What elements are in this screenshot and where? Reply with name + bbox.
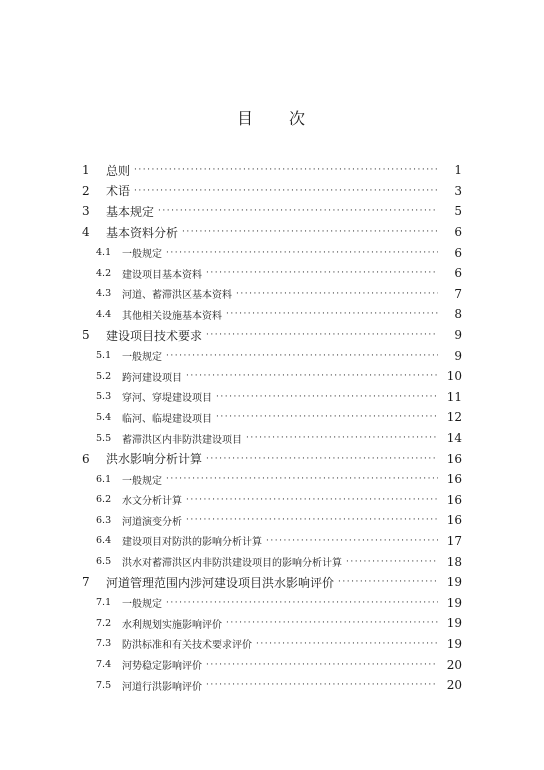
toc-entry-title: 建设项目基本资料 [122,269,202,281]
toc-entry-title: 一般规定 [122,249,162,261]
toc-section-entry[interactable] [78,366,462,387]
toc-dot-leader [206,660,438,670]
toc-dot-leader [256,639,438,649]
toc-entry-number: 7.1 [96,597,112,609]
title-char-1: 目 [236,109,255,128]
toc-entry-number: 2 [82,183,90,198]
toc-section-entry[interactable] [78,387,462,408]
toc-entry-page-number: 8 [454,307,462,322]
toc-section-entry[interactable] [78,263,462,284]
toc-entry-number: 4.4 [96,308,112,320]
toc-chapter-entry[interactable] [78,448,462,469]
toc-dot-leader [206,330,438,340]
toc-entry-number: 6 [82,451,90,466]
toc-dot-leader [166,351,438,361]
toc-entry-page-number: 3 [454,183,462,198]
toc-dot-leader [134,165,438,175]
toc-entry-number: 7.5 [96,679,112,691]
toc-entry-title: 防洪标准和有关技术要求评价 [122,640,252,652]
toc-section-entry[interactable] [78,407,462,428]
toc-entry-number: 6.4 [96,535,112,547]
toc-section-entry[interactable] [78,634,462,655]
toc-dot-leader [134,186,438,196]
toc-dot-leader [182,227,438,237]
toc-dot-leader [346,557,438,567]
toc-entry-title: 跨河建设项目 [122,372,182,384]
toc-entry-number: 6.1 [96,473,112,485]
toc-entry-number: 4 [82,225,90,240]
table-of-contents [78,160,462,695]
toc-entry-page-number: 19 [446,636,462,651]
toc-entry-number: 5.1 [96,350,112,362]
toc-entry-title: 基本规定 [106,204,155,219]
page-title [0,106,544,129]
toc-section-entry[interactable] [78,345,462,366]
toc-entry-page-number: 18 [446,554,462,569]
toc-entry-title: 建设项目技术要求 [106,328,203,343]
toc-entry-number: 7.3 [96,638,112,650]
toc-entry-number: 5.5 [96,432,112,444]
toc-dot-leader [216,412,438,422]
toc-entry-number: 7.2 [96,617,112,629]
toc-entry-title: 基本资料分析 [106,225,179,240]
toc-dot-leader [338,577,438,587]
toc-entry-title: 一般规定 [122,475,162,487]
toc-entry-number: 5.4 [96,411,112,423]
toc-entry-page-number: 6 [454,225,462,240]
toc-entry-page-number: 16 [446,513,462,528]
toc-entry-page-number: 14 [446,431,462,446]
toc-entry-title: 术语 [106,184,131,199]
toc-entry-number: 3 [82,204,90,219]
toc-section-entry[interactable] [78,531,462,552]
toc-chapter-entry[interactable] [78,325,462,346]
toc-dot-leader [226,618,438,628]
toc-entry-title: 蓄滞洪区内非防洪建设项目 [122,434,242,446]
toc-entry-page-number: 16 [446,451,462,466]
toc-section-entry[interactable] [78,613,462,634]
toc-entry-number: 4.1 [96,247,112,259]
toc-entry-page-number: 19 [446,595,462,610]
toc-section-entry[interactable] [78,551,462,572]
toc-entry-number: 5 [82,328,90,343]
toc-entry-number: 7.4 [96,659,112,671]
toc-dot-leader [158,206,438,216]
toc-entry-title: 建设项目对防洪的影响分析计算 [122,537,262,549]
toc-entry-page-number: 20 [446,657,462,672]
toc-entry-title: 河道演变分析 [122,516,182,528]
toc-entry-page-number: 20 [446,678,462,693]
toc-section-entry[interactable] [78,510,462,531]
toc-entry-number: 7 [82,575,90,590]
toc-entry-title: 水利规划实施影响评价 [122,619,222,631]
toc-entry-page-number: 9 [454,328,462,343]
toc-entry-page-number: 1 [454,163,462,178]
toc-entry-title: 河道、蓄滞洪区基本资料 [122,290,232,302]
toc-dot-leader [186,371,438,381]
toc-chapter-entry[interactable] [78,572,462,593]
toc-entry-title: 穿河、穿堤建设项目 [122,393,212,405]
toc-dot-leader [186,515,438,525]
toc-dot-leader [206,454,438,464]
toc-entry-page-number: 9 [454,348,462,363]
toc-entry-number: 1 [82,163,90,178]
toc-section-entry[interactable] [78,654,462,675]
toc-entry-page-number: 10 [446,369,462,384]
toc-entry-title: 河道管理范围内涉河建设项目洪水影响评价 [106,575,335,590]
toc-dot-leader [206,268,438,278]
title-char-2: 次 [289,109,308,128]
toc-dot-leader [186,495,438,505]
toc-chapter-entry[interactable] [78,181,462,202]
toc-entry-number: 4.2 [96,267,112,279]
toc-dot-leader [166,474,438,484]
toc-section-entry[interactable] [78,490,462,511]
toc-entry-title: 临河、临堤建设项目 [122,413,212,425]
toc-entry-page-number: 6 [454,245,462,260]
toc-entry-title: 水文分析计算 [122,496,182,508]
toc-entry-page-number: 19 [446,616,462,631]
toc-entry-number: 5.2 [96,370,112,382]
toc-section-entry[interactable] [78,284,462,305]
toc-dot-leader [206,680,438,690]
toc-entry-title: 一般规定 [122,352,162,364]
toc-entry-number: 5.3 [96,391,112,403]
toc-chapter-entry[interactable] [78,160,462,181]
toc-entry-page-number: 11 [446,389,462,404]
toc-dot-leader [236,289,438,299]
toc-entry-page-number: 17 [446,533,462,548]
toc-dot-leader [226,309,438,319]
toc-entry-page-number: 6 [454,266,462,281]
toc-entry-number: 4.3 [96,288,112,300]
toc-section-entry[interactable] [78,675,462,696]
toc-dot-leader [266,536,438,546]
toc-section-entry[interactable] [78,592,462,613]
toc-dot-leader [166,598,438,608]
toc-section-entry[interactable] [78,428,462,449]
toc-dot-leader [246,433,438,443]
toc-entry-number: 6.2 [96,494,112,506]
toc-entry-title: 洪水影响分析计算 [106,452,203,467]
toc-section-entry[interactable] [78,242,462,263]
toc-dot-leader [216,392,438,402]
toc-entry-page-number: 16 [446,492,462,507]
toc-entry-page-number: 12 [446,410,462,425]
toc-entry-page-number: 7 [454,286,462,301]
toc-entry-page-number: 5 [454,204,462,219]
toc-entry-title: 洪水对蓄滞洪区内非防洪建设项目的影响分析计算 [122,558,342,570]
toc-entry-number: 6.3 [96,514,112,526]
toc-section-entry[interactable] [78,469,462,490]
toc-entry-title: 河势稳定影响评价 [122,661,202,673]
toc-entry-title: 一般规定 [122,599,162,611]
toc-entry-title: 河道行洪影响评价 [122,681,202,693]
toc-entry-title: 其他相关设施基本资料 [122,310,222,322]
toc-entry-page-number: 19 [446,575,462,590]
toc-section-entry[interactable] [78,304,462,325]
toc-entry-title: 总则 [106,163,131,178]
toc-chapter-entry[interactable] [78,222,462,243]
toc-entry-number: 6.5 [96,556,112,568]
toc-dot-leader [166,248,438,258]
toc-entry-page-number: 16 [446,472,462,487]
toc-chapter-entry[interactable] [78,201,462,222]
